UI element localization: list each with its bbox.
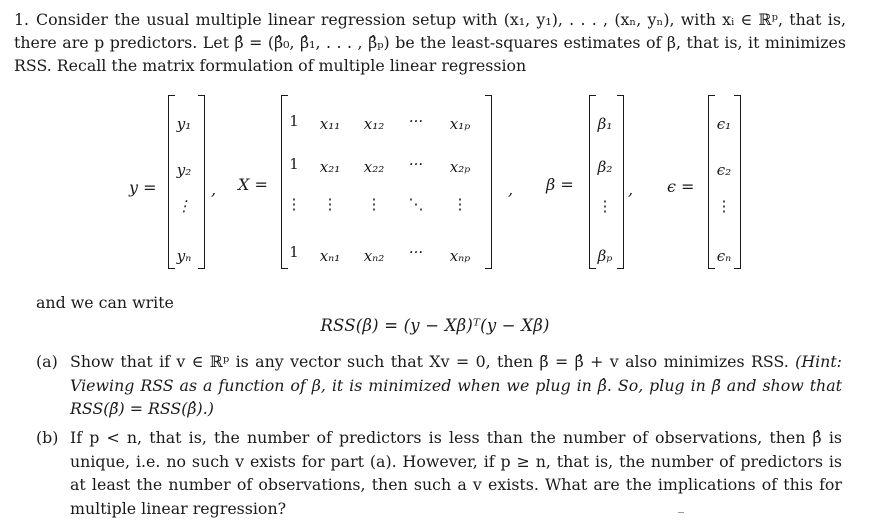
beta-entry: β₂ <box>597 158 613 176</box>
x-cell: x₂₂ <box>363 158 385 176</box>
epsilon-entry: ϵ₂ <box>716 161 732 179</box>
part-b-text: If p < n, that is, the number of predictors is less than the number of observations, then β̂ is unique, i.e. no such v exists for part (a). However, if p ≥ n, that is, the number of predictors is at least the number of observations, then such a v exists. What are the implications of this for multiple linear regression? <box>70 428 842 518</box>
beta-entry: β₁ <box>597 115 613 133</box>
x-cell: ⋮ <box>286 195 302 213</box>
x-cell: x₂ₚ <box>449 158 471 176</box>
x-cell: ⋮ <box>366 195 382 213</box>
y-entry: y₁ <box>176 115 192 133</box>
x-cell: x₁ₚ <box>449 115 471 133</box>
x-cell: xₙ₂ <box>363 247 385 265</box>
x-cell: x₁₁ <box>319 115 341 133</box>
x-cell: 1 <box>289 112 299 130</box>
y-entry: yₙ <box>176 247 192 265</box>
x-cell: ··· <box>408 155 424 173</box>
x-cell: ··· <box>408 243 424 261</box>
beta-entry: βₚ <box>597 247 613 265</box>
x-cell: ⋮ <box>322 195 338 213</box>
beta-label: β = <box>546 175 574 194</box>
problem-intro <box>14 8 846 77</box>
x-cell: ⋱ <box>408 195 424 213</box>
epsilon-entry: ϵ₁ <box>716 115 732 133</box>
part-a-label: (a) <box>36 352 58 371</box>
comma: , <box>508 180 514 199</box>
x-cell: x₁₂ <box>363 115 385 133</box>
part-a-text: Show that if v ∈ ℝᵖ is any vector such that Xv = 0, then β̃ = β̂ + v also minimizes RSS. <box>70 352 789 371</box>
part-b-label: (b) <box>36 428 59 447</box>
matrix-definitions <box>0 95 870 270</box>
x-cell: 1 <box>289 155 299 173</box>
x-cell: xₙ₁ <box>319 247 341 265</box>
epsilon-entry: ϵₙ <box>716 247 732 265</box>
and-we-can-write: and we can write <box>36 293 174 312</box>
epsilon-label: ϵ = <box>667 177 695 196</box>
x-cell: x₂₁ <box>319 158 341 176</box>
y-label: y = <box>129 178 157 197</box>
part-a <box>36 350 842 421</box>
y-entry: y₂ <box>176 161 192 179</box>
part-a-hint: (Hint: Viewing RSS as a function of β, it is minimized when we plug in β̂. So, plug in β̃ and show that RSS(β̃) = RSS(β̂).) <box>70 352 842 418</box>
x-label: X = <box>238 175 268 194</box>
part-b <box>36 426 842 520</box>
problem-intro-text: Consider the usual multiple linear regression setup with (x₁, y₁), . . . , (xₙ, yₙ), with xᵢ ∈ ℝᵖ, that is, there are p predictors. Let β̂ = (β̂₀, β̂₁, . . . , β̂ₚ) be the least-squares estimates of β, that is, it minimizes RSS. Recall the matrix formulation of multiple linear regression <box>14 10 846 75</box>
x-cell: xₙₚ <box>449 247 471 265</box>
epsilon-entry: ⋮ <box>716 197 732 215</box>
x-right-bracket <box>485 95 492 269</box>
x-cell: ⋮ <box>452 195 468 213</box>
rss-equation: RSS(β) = (y − Xβ)ᵀ(y − Xβ) <box>320 316 550 335</box>
stray-mark <box>678 512 684 513</box>
x-cell: ··· <box>408 112 424 130</box>
comma: , <box>211 180 217 199</box>
comma: , <box>628 180 634 199</box>
beta-entry: ⋮ <box>597 197 613 215</box>
y-entry: ⋮ <box>176 197 192 215</box>
problem-number: 1. <box>14 10 30 29</box>
x-cell: 1 <box>289 243 299 261</box>
